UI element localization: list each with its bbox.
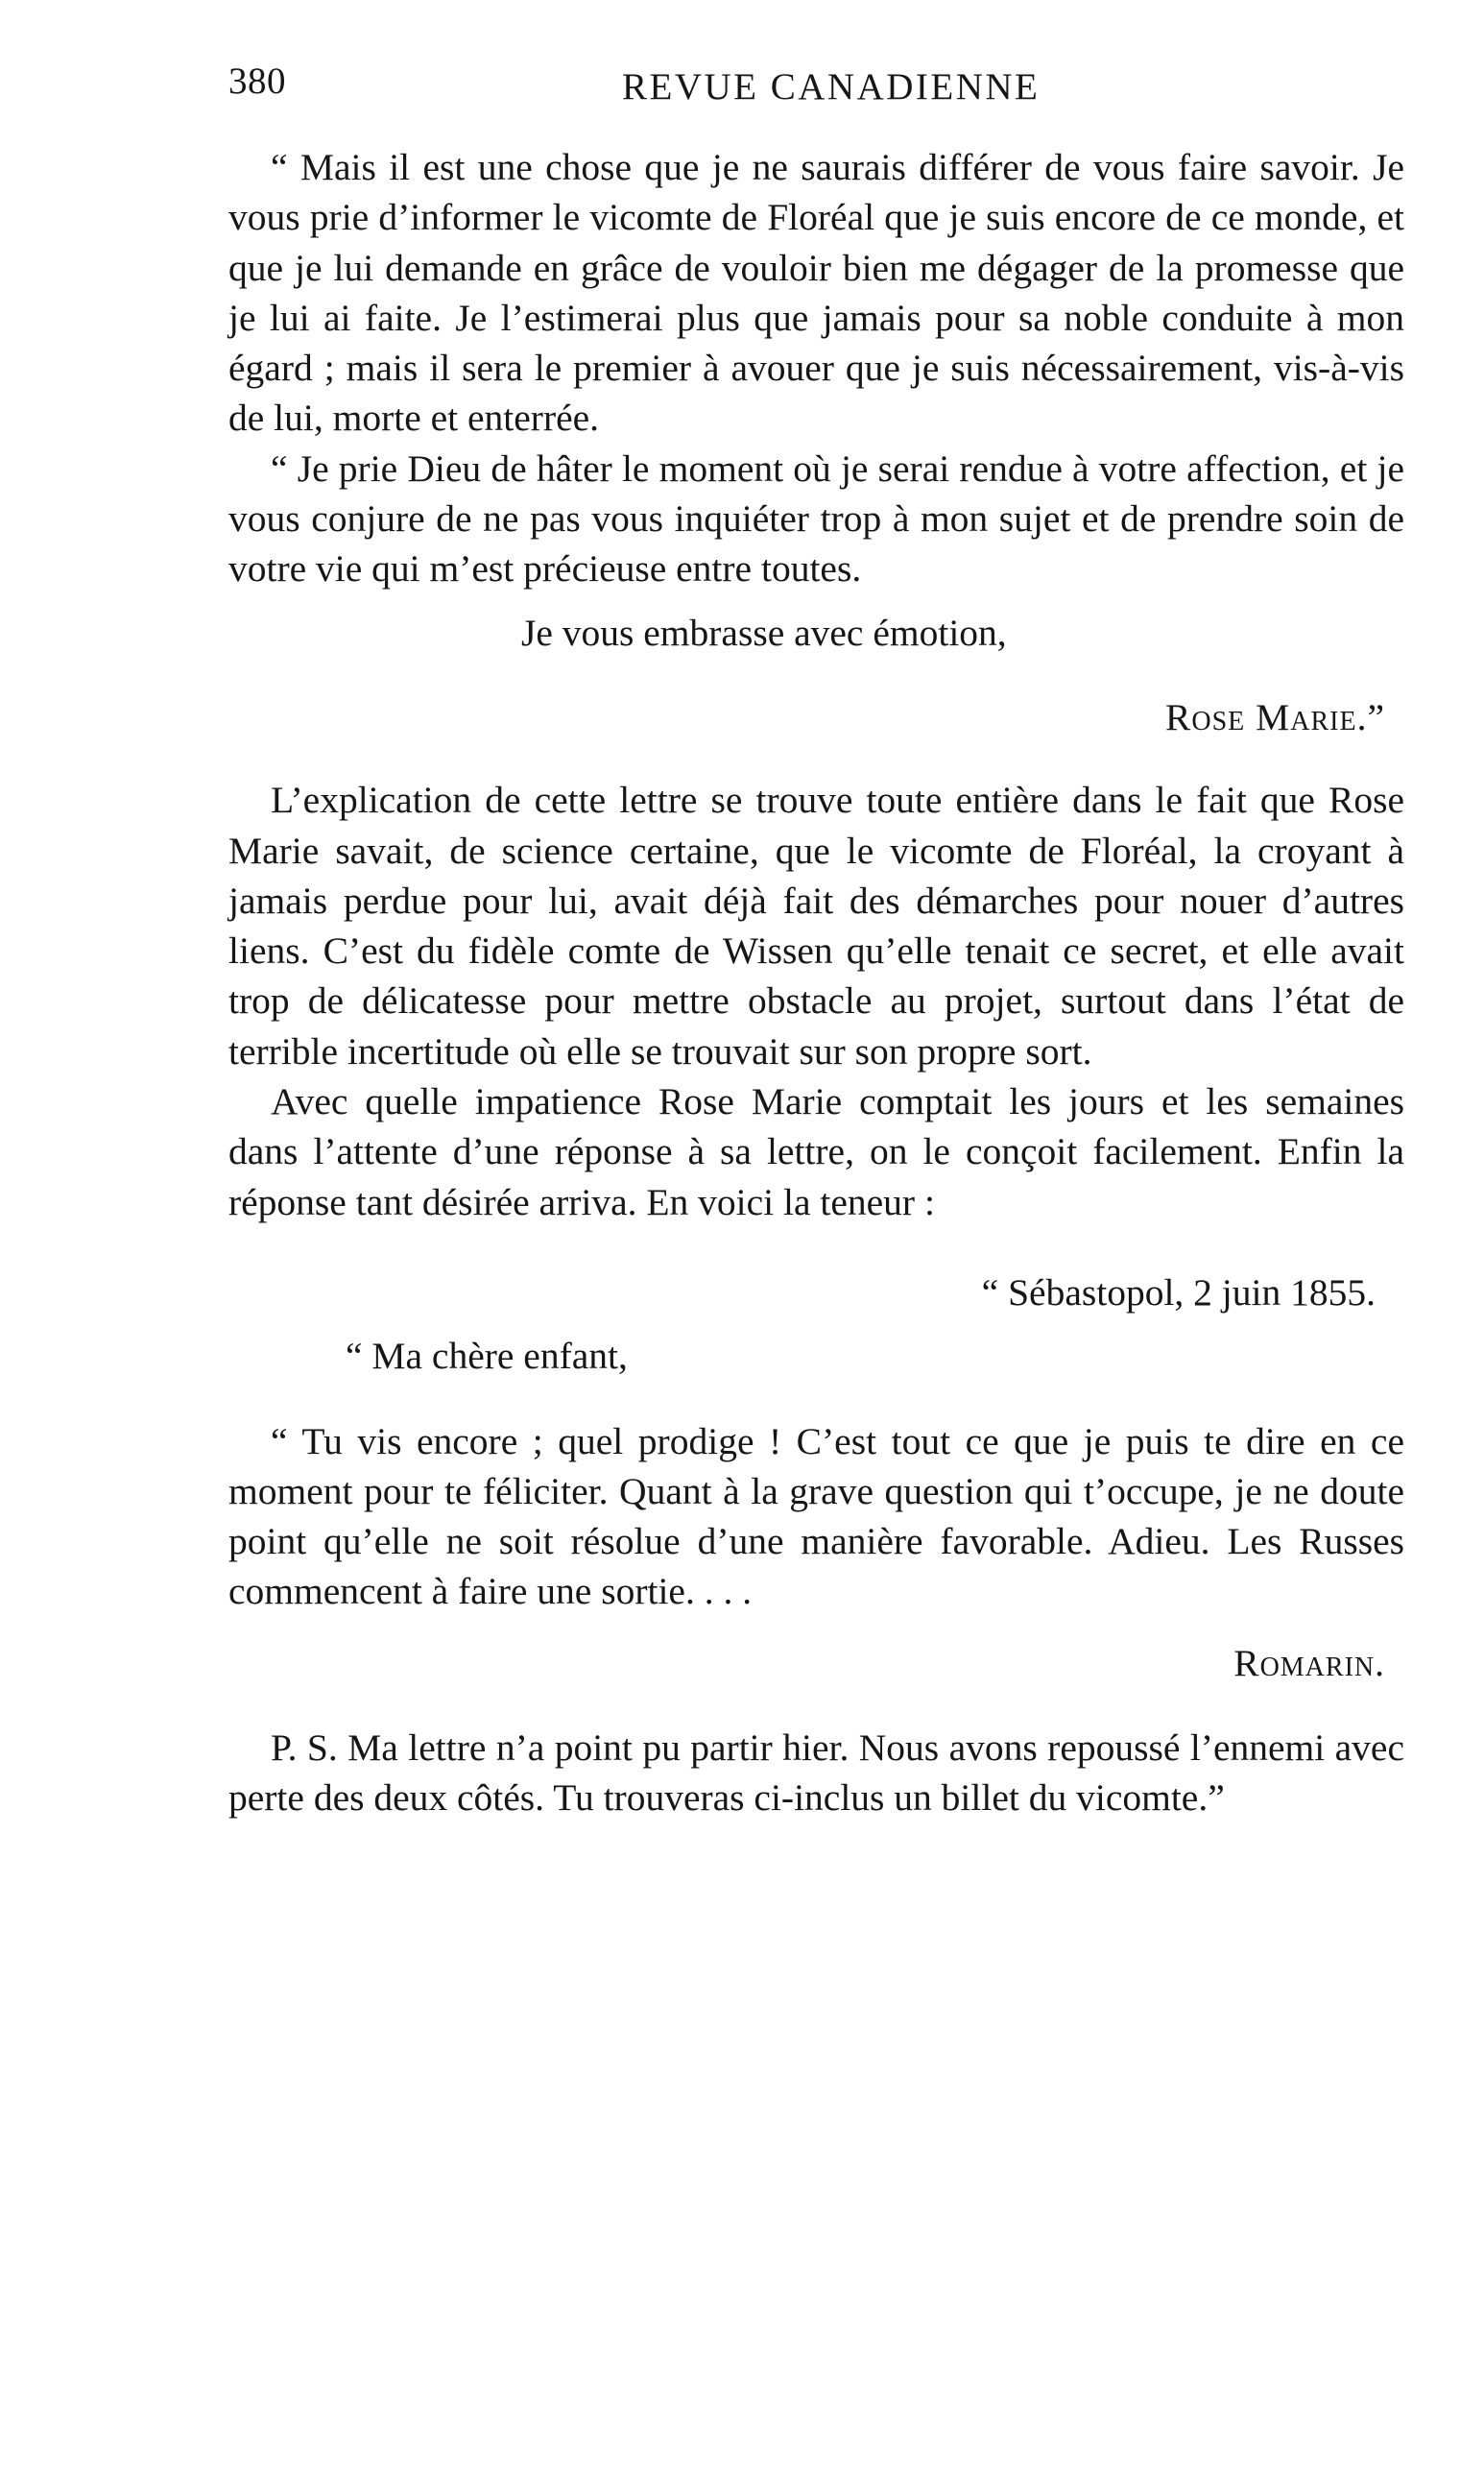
- letter-paragraph-2: “ Je prie Dieu de hâter le moment où je serai rendue à votre affection, et je vous conjure de ne pas vous inquiéter trop à mon sujet et de prendre soin de votre vie qui m’est précieuse entre toutes.: [228, 446, 1404, 591]
- page-number: 380: [228, 60, 286, 102]
- narrative-paragraph-2: Avec quelle impatience Rose Marie comptait les jours et les semaines dans l’attente d’une réponse à sa lettre, on le conçoit facilement. Enfin la réponse tant désirée arriva. En voici la teneur :: [228, 1080, 1404, 1223]
- letter-closing: Je vous embrasse avec émotion,: [521, 611, 1007, 654]
- page-header: [228, 60, 1404, 117]
- letter-salutation: “ Ma chère enfant,: [346, 1335, 628, 1378]
- letter-signature-rose-marie: Rose Marie.”: [1165, 695, 1385, 738]
- reply-letter-body: “ Tu vis encore ; quel prodige ! C’est tout ce que je puis te dire en ce moment pour te féliciter. Quant à la grave question qui t’occupe, je ne doute point qu’elle ne soit résolue d’une manière favorable. Adieu. Les Russes commencent à faire une sortie. . . .: [228, 1419, 1404, 1613]
- running-head: REVUE CANADIENNE: [622, 66, 1041, 108]
- narrative-paragraph-1: L’explication de cette lettre se trouve toute entière dans le fait que Rose Marie savait, de science certaine, que le vicomte de Floréal, la croyant à jamais perdue pour lui, avait déjà fait des démarches pour nouer d’autres liens. C’est du fidèle comte de Wissen qu’elle tenait ce secret, et elle avait trop de délicatesse pour mettre obstacle au projet, surtout dans l’état de terrible incertitude où elle se trouvait sur son propre sort.: [228, 779, 1404, 1073]
- page-body: [228, 142, 1404, 1823]
- letter-paragraph-1: “ Mais il est une chose que je ne saurais différer de vous faire savoir. Je vous prie d’informer le vicomte de Floréal que je suis encore de ce monde, et que je lui demande en grâce de vouloir bien me dégager de la promesse que je lui ai faite. Je l’estimerai plus que jamais pour sa noble conduite à mon égard ; mais il sera le premier à avouer que je suis nécessairement, vis-à-vis de lui, morte et enterrée.: [228, 146, 1404, 440]
- letter-dateline: “ Sébastopol, 2 juin 1855.: [981, 1270, 1376, 1314]
- postscript: P. S. Ma lettre n’a point pu partir hier. Nous avons repoussé l’ennemi avec perte des deux côtés. Tu trouveras ci-inclus un billet du vicomte.”: [228, 1726, 1404, 1820]
- letter-signature-romarin: Romarin.: [1233, 1641, 1385, 1684]
